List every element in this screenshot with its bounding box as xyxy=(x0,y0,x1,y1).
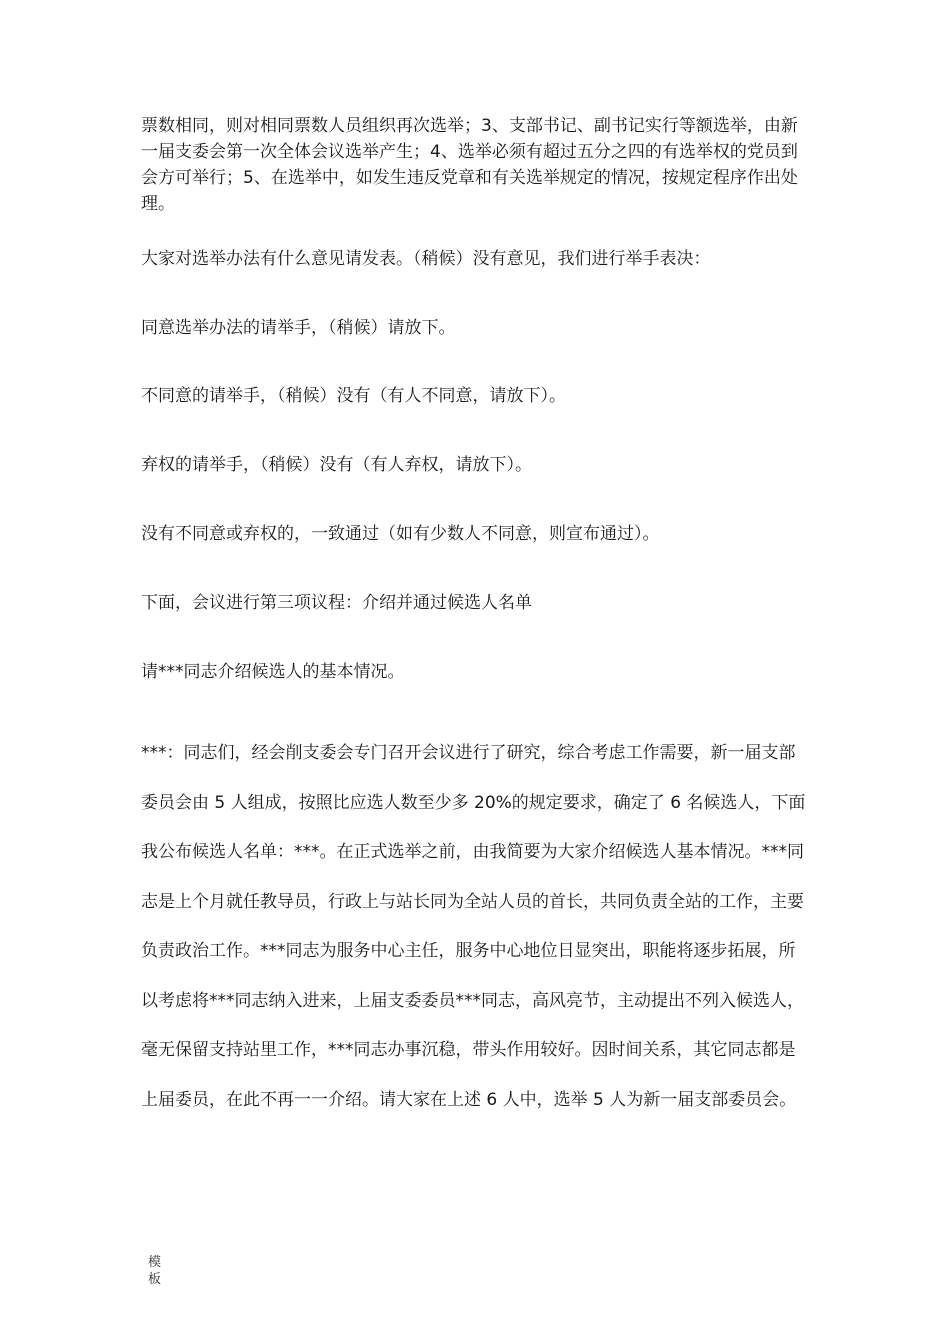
paragraph-third-agenda: 下面，会议进行第三项议程：介绍并通过候选人名单 xyxy=(141,593,532,613)
paragraph-agree-vote: 同意选举办法的请举手，（稍候）请放下。 xyxy=(141,318,456,338)
paragraph-disagree-vote: 不同意的请举手，（稍候）没有（有人不同意，请放下）。 xyxy=(141,386,566,406)
paragraph-abstain-vote: 弃权的请举手，（稍候）没有（有人弃权，请放下）。 xyxy=(141,455,532,475)
paragraph-passed: 没有不同意或弃权的，一致通过（如有少数人不同意，则宣布通过）。 xyxy=(141,524,660,544)
paragraph-introduce-candidates: 请***同志介绍候选人的基本情况。 xyxy=(141,662,405,682)
paragraph-call-for-opinions: 大家对选举办法有什么意见请发表。（稍候）没有意见，我们进行举手表决： xyxy=(141,249,711,269)
paragraph-candidate-introduction: ***：同志们，经会削支委会专门召开会议进行了研究，综合考虑工作需要，新一届支部委员会由 5 人组成，按照比应选人数至少多 20%的规定要求，确定了 6 名候选人，下面我公布候选人名单：***。在正式选举之前，由我简要为大家介绍候选人基本情况。***同志是上个月就任教导员，行政上与站长同为全站人员的首长，共同负责全站的工作，主要负责政治工作。***同志为服务中心主任，服务中心地位日显突出，职能将逐步拓展，所以考虑将***同志纳入进来，上届支委委员***同志，高风亮节，主动提出不列入候选人，毫无保留支持站里工作，***同志办事沉稳，带头作用较好。因时间关系，其它同志都是上届委员，在此不再一一介绍。请大家在上述 6 人中，选举 5 人为新一届支部委员会。 xyxy=(141,743,806,1110)
footer-template-label: 模板 xyxy=(148,1255,162,1287)
paragraph-election-rules: 票数相同，则对相同票数人员组织再次选举；3、支部书记、副书记实行等额选举，由新一届支委会第一次全体会议选举产生；4、选举必须有超过五分之四的有选举权的党员到会方可举行；5、在选举中，如发生违反党章和有关选举规定的情况，按规定程序作出处理。 xyxy=(141,116,798,214)
